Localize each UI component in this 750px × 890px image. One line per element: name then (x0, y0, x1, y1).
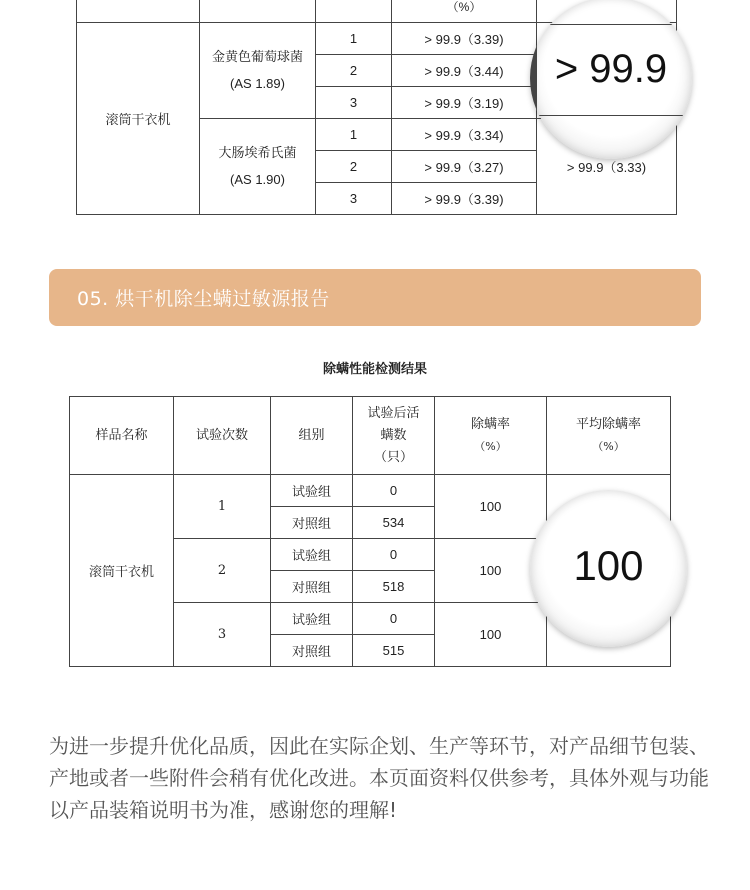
disclaimer-text: 为进一步提升优化品质，因此在实际企划、生产等环节，对产品细节包装、产地或者一些附件会稍有优化改进。本页面资料仅供参考，具体外观与功能以产品装箱说明书为准，感谢您的理解! (49, 734, 709, 822)
removal-rate: 100 (435, 603, 547, 667)
magnified-value: 100 (573, 542, 644, 589)
table2-sample-name: 滚筒干衣机 (70, 475, 174, 667)
section-title: 05. 烘干机除尘螨过敏源报告 (77, 288, 330, 310)
group-label: 试验组 (271, 603, 353, 635)
section-banner (49, 269, 701, 326)
trial-number: 1 (316, 119, 392, 151)
magnifier-lens-1 (530, 0, 692, 159)
group-label: 试验组 (271, 539, 353, 571)
rate-value: > 99.9（3.39) (392, 183, 537, 215)
header-avg (547, 397, 671, 475)
header-rate-unit: （%） (474, 439, 507, 453)
trial-number: 1 (174, 475, 271, 539)
rate-value: > 99.9（3.39) (392, 23, 537, 55)
table1-bacteria-2 (200, 119, 316, 215)
header-mites-unit: （只） (373, 449, 413, 465)
table1-top-cell (200, 0, 316, 23)
header-trials: 试验次数 (174, 397, 271, 475)
trial-number: 2 (174, 539, 271, 603)
lens-grid-line (530, 115, 692, 116)
mite-count: 518 (353, 571, 435, 603)
mite-count: 0 (353, 475, 435, 507)
bacteria-code: (AS 1.89) (230, 75, 285, 91)
table1-top-cell (77, 0, 200, 23)
trial-number: 1 (316, 23, 392, 55)
bacteria-name: 大肠埃希氏菌 (218, 145, 297, 161)
rate-value: > 99.9（3.27) (392, 151, 537, 183)
trial-number: 3 (316, 87, 392, 119)
group-label: 对照组 (271, 635, 353, 667)
rate-value: > 99.9（3.44) (392, 55, 537, 87)
header-avg-label: 平均除螨率 (575, 416, 641, 432)
trial-number: 2 (316, 151, 392, 183)
removal-rate: 100 (435, 475, 547, 539)
table1-bacteria-1 (200, 23, 316, 119)
rate-value: > 99.9（3.19) (392, 87, 537, 119)
header-mites-line1: 试验后活 (367, 405, 420, 421)
group-label: 对照组 (271, 571, 353, 603)
table1-sample-name: 滚筒干衣机 (77, 23, 200, 215)
bacteria-code: (AS 1.90) (230, 171, 285, 187)
mite-count: 0 (353, 539, 435, 571)
table1-unit-note: （%） (392, 0, 537, 23)
rate-value: > 99.9（3.34) (392, 119, 537, 151)
header-mites-line2: 螨数 (380, 427, 407, 443)
mite-count: 534 (353, 507, 435, 539)
mite-count: 0 (353, 603, 435, 635)
magnifier-lens-2 (530, 490, 687, 647)
lens-grid-line (530, 24, 692, 25)
bacteria-name: 金黄色葡萄球菌 (211, 49, 303, 65)
removal-rate: 100 (435, 539, 547, 603)
magnified-value: > 99.9 (554, 47, 668, 91)
table1-average-2: > 99.9（3.33) (537, 119, 677, 215)
header-group: 组别 (271, 397, 353, 475)
mite-count: 515 (353, 635, 435, 667)
trial-number: 3 (174, 603, 271, 667)
table-caption: 除螨性能检测结果 (322, 362, 427, 377)
group-label: 试验组 (271, 475, 353, 507)
header-sample: 样品名称 (70, 397, 174, 475)
trial-number: 3 (316, 183, 392, 215)
header-rate (435, 397, 547, 475)
header-rate-label: 除螨率 (470, 416, 510, 432)
group-label: 对照组 (271, 507, 353, 539)
table1-top-cell (316, 0, 392, 23)
header-mites (353, 397, 435, 475)
trial-number: 2 (316, 55, 392, 87)
header-avg-unit: （%） (592, 439, 625, 453)
